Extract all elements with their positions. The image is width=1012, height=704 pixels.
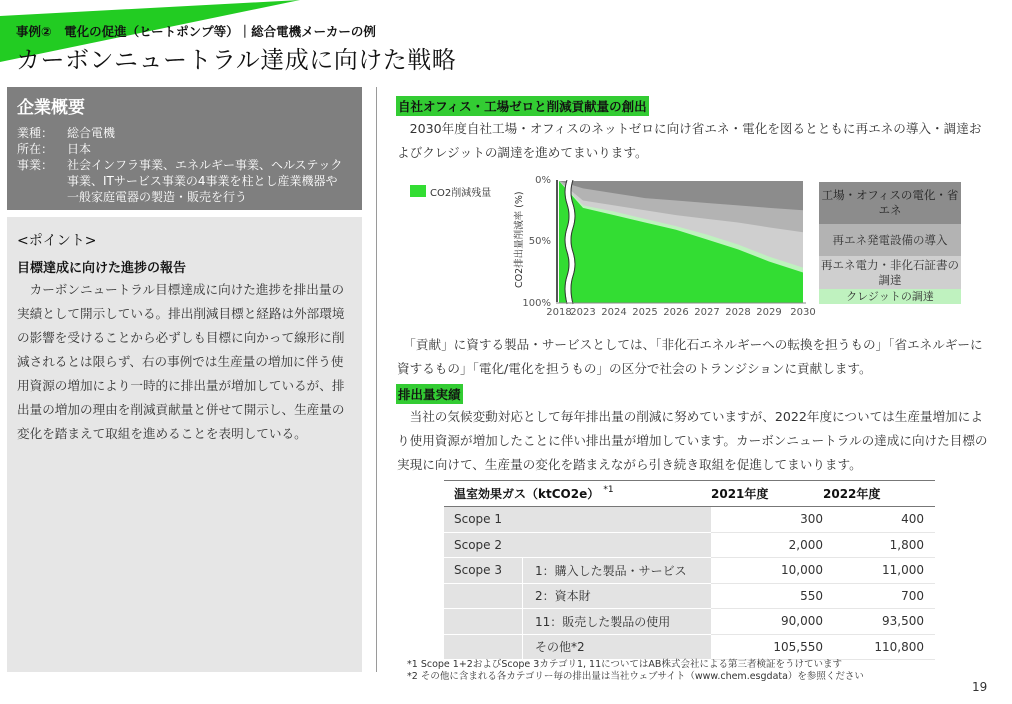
emission-reduction-chart [556, 180, 810, 306]
point-subheading: 目標達成に向けた進捗の報告 [17, 261, 187, 276]
company-info-row [17, 141, 347, 157]
table-header-gas [444, 481, 711, 507]
info-key: 事業： [17, 158, 54, 172]
info-key: 所在： [17, 142, 54, 156]
table-header-footnote-mark: *1 [603, 485, 614, 495]
info-value: 社会インフラ事業、エネルギー事業、ヘルステック事業、ITサービス事業の4事業を柱とし産業機器や一般家庭電器の製造・販売を行う [67, 158, 343, 204]
legend-label: CO2削減残量 [430, 188, 492, 199]
chart-y-axis-label: CO2排出量削減率 (%) [514, 191, 525, 288]
point-body-text: カーボンニュートラル目標達成に向けた進捗を排出量の実績として開示している。排出削減目標と経路は外部環境の影響を受けることから必ずしも目標に向かって線形に削減されるとは限らず、右の事例では生産量の増加に伴う使用資源の増加により一時的に排出量が増加しているが、排出量の増加の理由を削減貢献量と併せて開示し、生産量の変化を踏まえて取組を進めることを表明している。 [17, 282, 345, 441]
table-cell-2021: 550 [711, 583, 823, 609]
y-axis-line [556, 180, 558, 302]
company-overview-box [7, 87, 362, 210]
x-tick-label: 2018 [546, 307, 572, 318]
table-row [444, 532, 935, 558]
table-cell-2021: 10,000 [711, 558, 823, 584]
table-cell-2022: 400 [823, 507, 935, 533]
footnotes [407, 659, 864, 683]
table-cell-scope: Scope 2 [444, 532, 523, 558]
table-cell-category: 2：資本財 [523, 583, 712, 609]
x-tick-label: 2023 [570, 307, 596, 318]
table-header-2022: 2022年度 [823, 487, 881, 501]
x-tick-label: 2026 [663, 307, 689, 318]
info-value: 総合電機 [67, 126, 116, 140]
section-paragraph-contribution: 「貢献」に資する製品・サービスとしては、「非化石エネルギーへの転換を担うもの」「省エネルギーに資するもの」「電化/電化を担うもの」の区分で社会のトランジションに貢献します。 [397, 337, 983, 376]
table-cell-2022: 1,800 [823, 532, 935, 558]
side-label-credit: クレジットの調達 [819, 289, 961, 304]
x-tick-label: 2029 [756, 307, 782, 318]
y-tick-label: 0% [535, 175, 551, 186]
table-cell-category: 11：販売した製品の使用 [523, 609, 712, 635]
table-row [444, 609, 935, 635]
table-row [444, 558, 935, 584]
emissions-table [444, 480, 935, 660]
table-cell-category [523, 532, 712, 558]
company-info-row [17, 125, 347, 141]
table-cell-2021: 2,000 [711, 532, 823, 558]
point-heading: <ポイント> [17, 233, 97, 249]
table-header-2021: 2021年度 [711, 487, 769, 501]
page-number: 19 [972, 680, 988, 694]
table-cell-scope [444, 634, 523, 660]
table-cell-2021: 105,550 [711, 634, 823, 660]
table-row [444, 634, 935, 660]
page-title: カーボンニュートラル達成に向けた戦略 [16, 46, 457, 74]
info-value: 日本 [67, 142, 92, 156]
x-tick-label: 2030 [790, 307, 816, 318]
info-key: 業種： [17, 126, 54, 140]
y-tick-label: 100% [522, 298, 551, 309]
table-cell-scope: Scope 1 [444, 507, 523, 533]
section-paragraph-emissions: 当社の気候変動対応として毎年排出量の削減に努めていますが、2022年度については生産量増加により使用資源が増加したことに伴い排出量が増加しています。カーボンニュートラルの達成に向けた目標の実現に向けて、生産量の変化を踏まえながら引き続き取組を促進してまいります。 [397, 409, 988, 472]
table-cell-2022: 110,800 [823, 634, 935, 660]
company-overview-heading: 企業概要 [17, 98, 85, 118]
company-info-row [17, 157, 347, 205]
table-cell-category: その他*2 [523, 634, 712, 660]
legend-swatch [410, 185, 426, 197]
page-subtitle: 事例② 電化の促進（ヒートポンプ等）｜総合電機メーカーの例 [16, 24, 376, 39]
footnote: *2 その他に含まれる各カテゴリー毎の排出量は当社ウェブサイト（www.chem.esgdata）を参照ください [407, 671, 864, 682]
table-row [444, 507, 935, 533]
section-heading-emissions: 排出量実績 [396, 384, 463, 404]
x-tick-label: 2027 [694, 307, 720, 318]
table-cell-2022: 93,500 [823, 609, 935, 635]
table-cell-2021: 90,000 [711, 609, 823, 635]
table-cell-category [523, 507, 712, 533]
table-row [444, 583, 935, 609]
table-cell-2022: 700 [823, 583, 935, 609]
table-cell-scope [444, 609, 523, 635]
table-cell-2021: 300 [711, 507, 823, 533]
section-heading-own-zero: 自社オフィス・工場ゼロと削減貢献量の創出 [396, 96, 649, 116]
side-label-renewable-install: 再エネ発電設備の導入 [819, 224, 961, 256]
table-header-gas-label: 温室効果ガス（ktCO2e） [454, 487, 600, 501]
table-cell-scope: Scope 3 [444, 558, 523, 584]
table-cell-2022: 11,000 [823, 558, 935, 584]
x-tick-label: 2024 [601, 307, 627, 318]
y-tick-label: 50% [528, 236, 551, 247]
x-tick-label: 2028 [725, 307, 751, 318]
section-paragraph: 2030年度自社工場・オフィスのネットゼロに向け省エネ・電化を図るとともに再エネの導入・調達およびクレジットの調達を進めてまいります。 [397, 121, 982, 160]
footnote: *1 Scope 1+2およびScope 3カテゴリ1, 11についてはAB株式会社による第三者検証をうけています [407, 659, 842, 670]
side-label-electrification: 工場・オフィスの電化・省エネ [819, 182, 961, 224]
point-box [7, 217, 362, 672]
x-tick-label: 2025 [632, 307, 658, 318]
table-cell-scope [444, 583, 523, 609]
column-divider [376, 87, 377, 672]
table-cell-category: 1：購入した製品・サービス [523, 558, 712, 584]
side-label-renewable-power: 再エネ電力・非化石証書の調達 [819, 256, 961, 289]
